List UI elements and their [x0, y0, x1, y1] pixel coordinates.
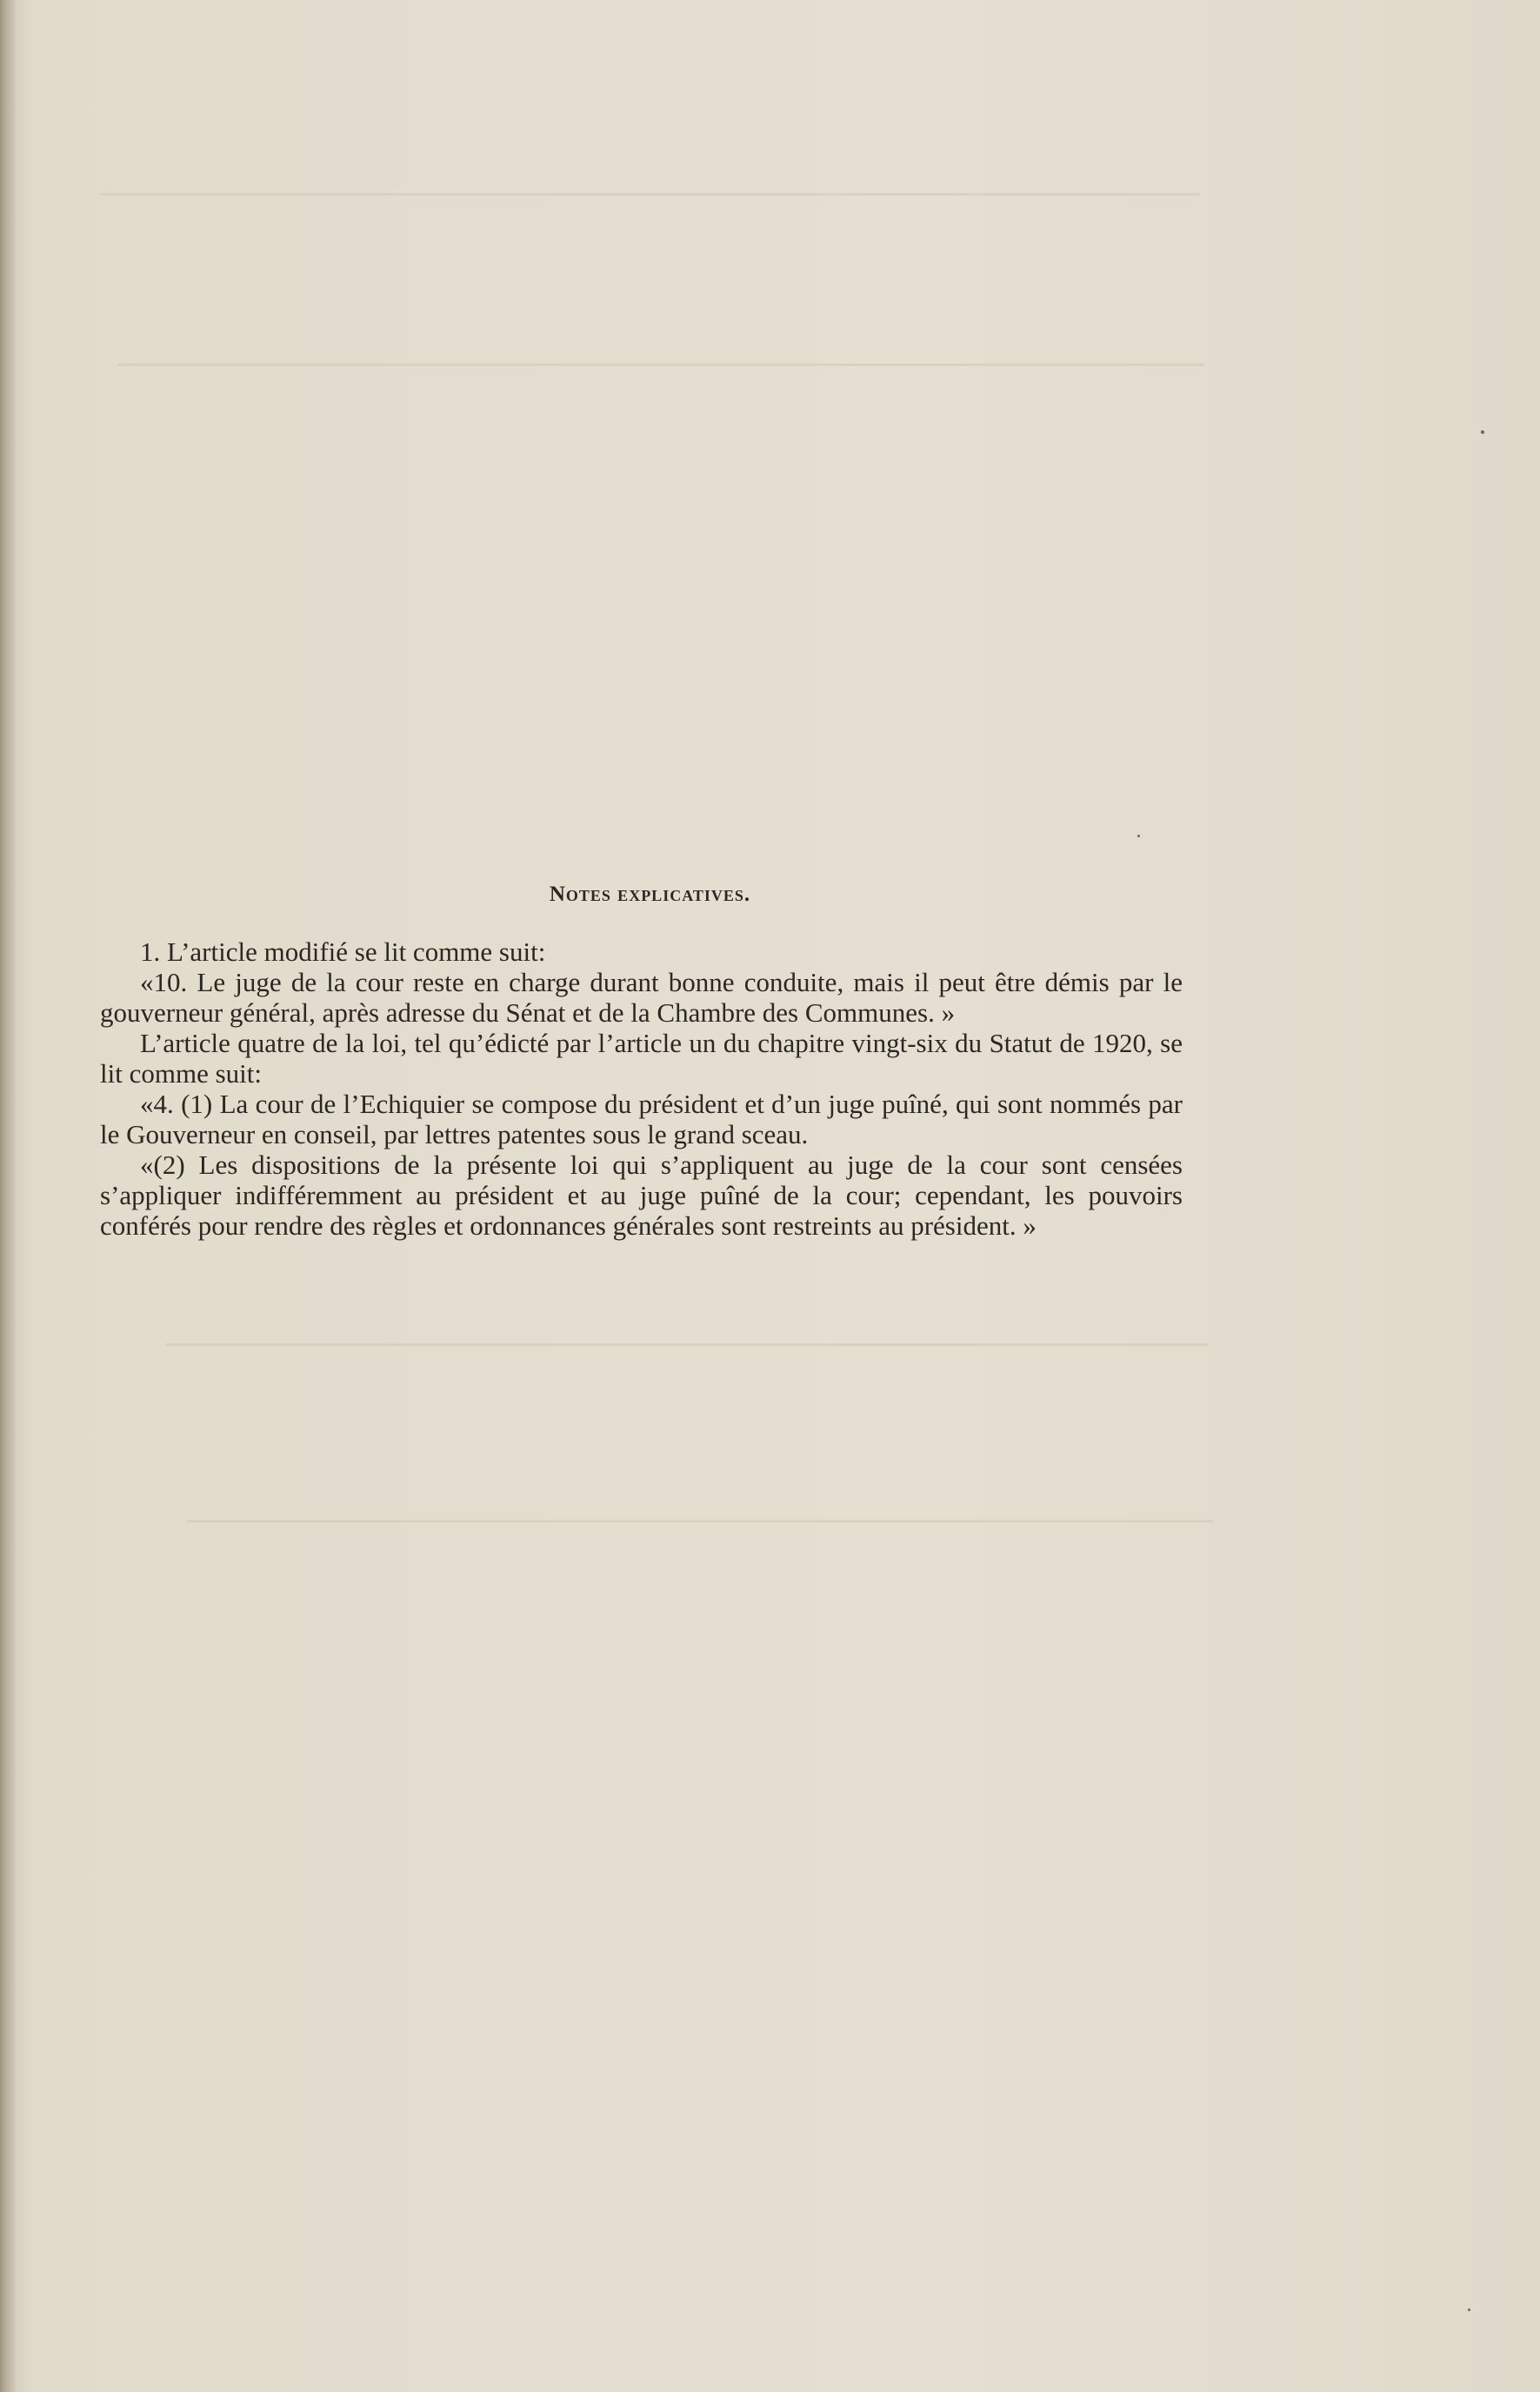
- show-through-rule: [117, 363, 1204, 366]
- paper-speck: [1468, 2309, 1470, 2311]
- notes-heading-text: Notes explicatives.: [549, 883, 751, 906]
- note-paragraph: «10. Le juge de la cour reste en charge durant bonne conduite, mais il peut être démis par le gouverneur général, après adresse du Sénat et de la Chambre des Communes. »: [100, 967, 1183, 1028]
- show-through-rule: [187, 1520, 1213, 1522]
- paper-speck: [1481, 430, 1484, 434]
- note-paragraph: 1. L’article modifié se lit comme suit:: [140, 936, 546, 967]
- note-paragraph: «(2) Les dispositions de la présente loi qui s’appliquent au juge de la cour sont censées s’appliquer indifféremment au président et au juge puîné de la cour; cependant, les pouvoirs conférés pour rendre des règles et ordonnances générales sont restreints au président. »: [100, 1149, 1183, 1241]
- notes-heading: [100, 883, 1183, 907]
- page-binding-edge: [0, 0, 16, 2392]
- note-paragraph: L’article quatre de la loi, tel qu’édicté par l’article un du chapitre vingt-six du Statut de 1920, se lit comme suit:: [100, 1028, 1183, 1089]
- paper-speck: [1137, 835, 1140, 837]
- explanatory-notes: [100, 883, 1183, 1241]
- show-through-rule: [165, 1343, 1209, 1346]
- show-through-rule: [100, 193, 1200, 196]
- note-paragraph: «4. (1) La cour de l’Echiquier se compose du président et d’un juge puîné, qui sont nommés par le Gouverneur en conseil, par lettres patentes sous le grand sceau.: [100, 1089, 1183, 1149]
